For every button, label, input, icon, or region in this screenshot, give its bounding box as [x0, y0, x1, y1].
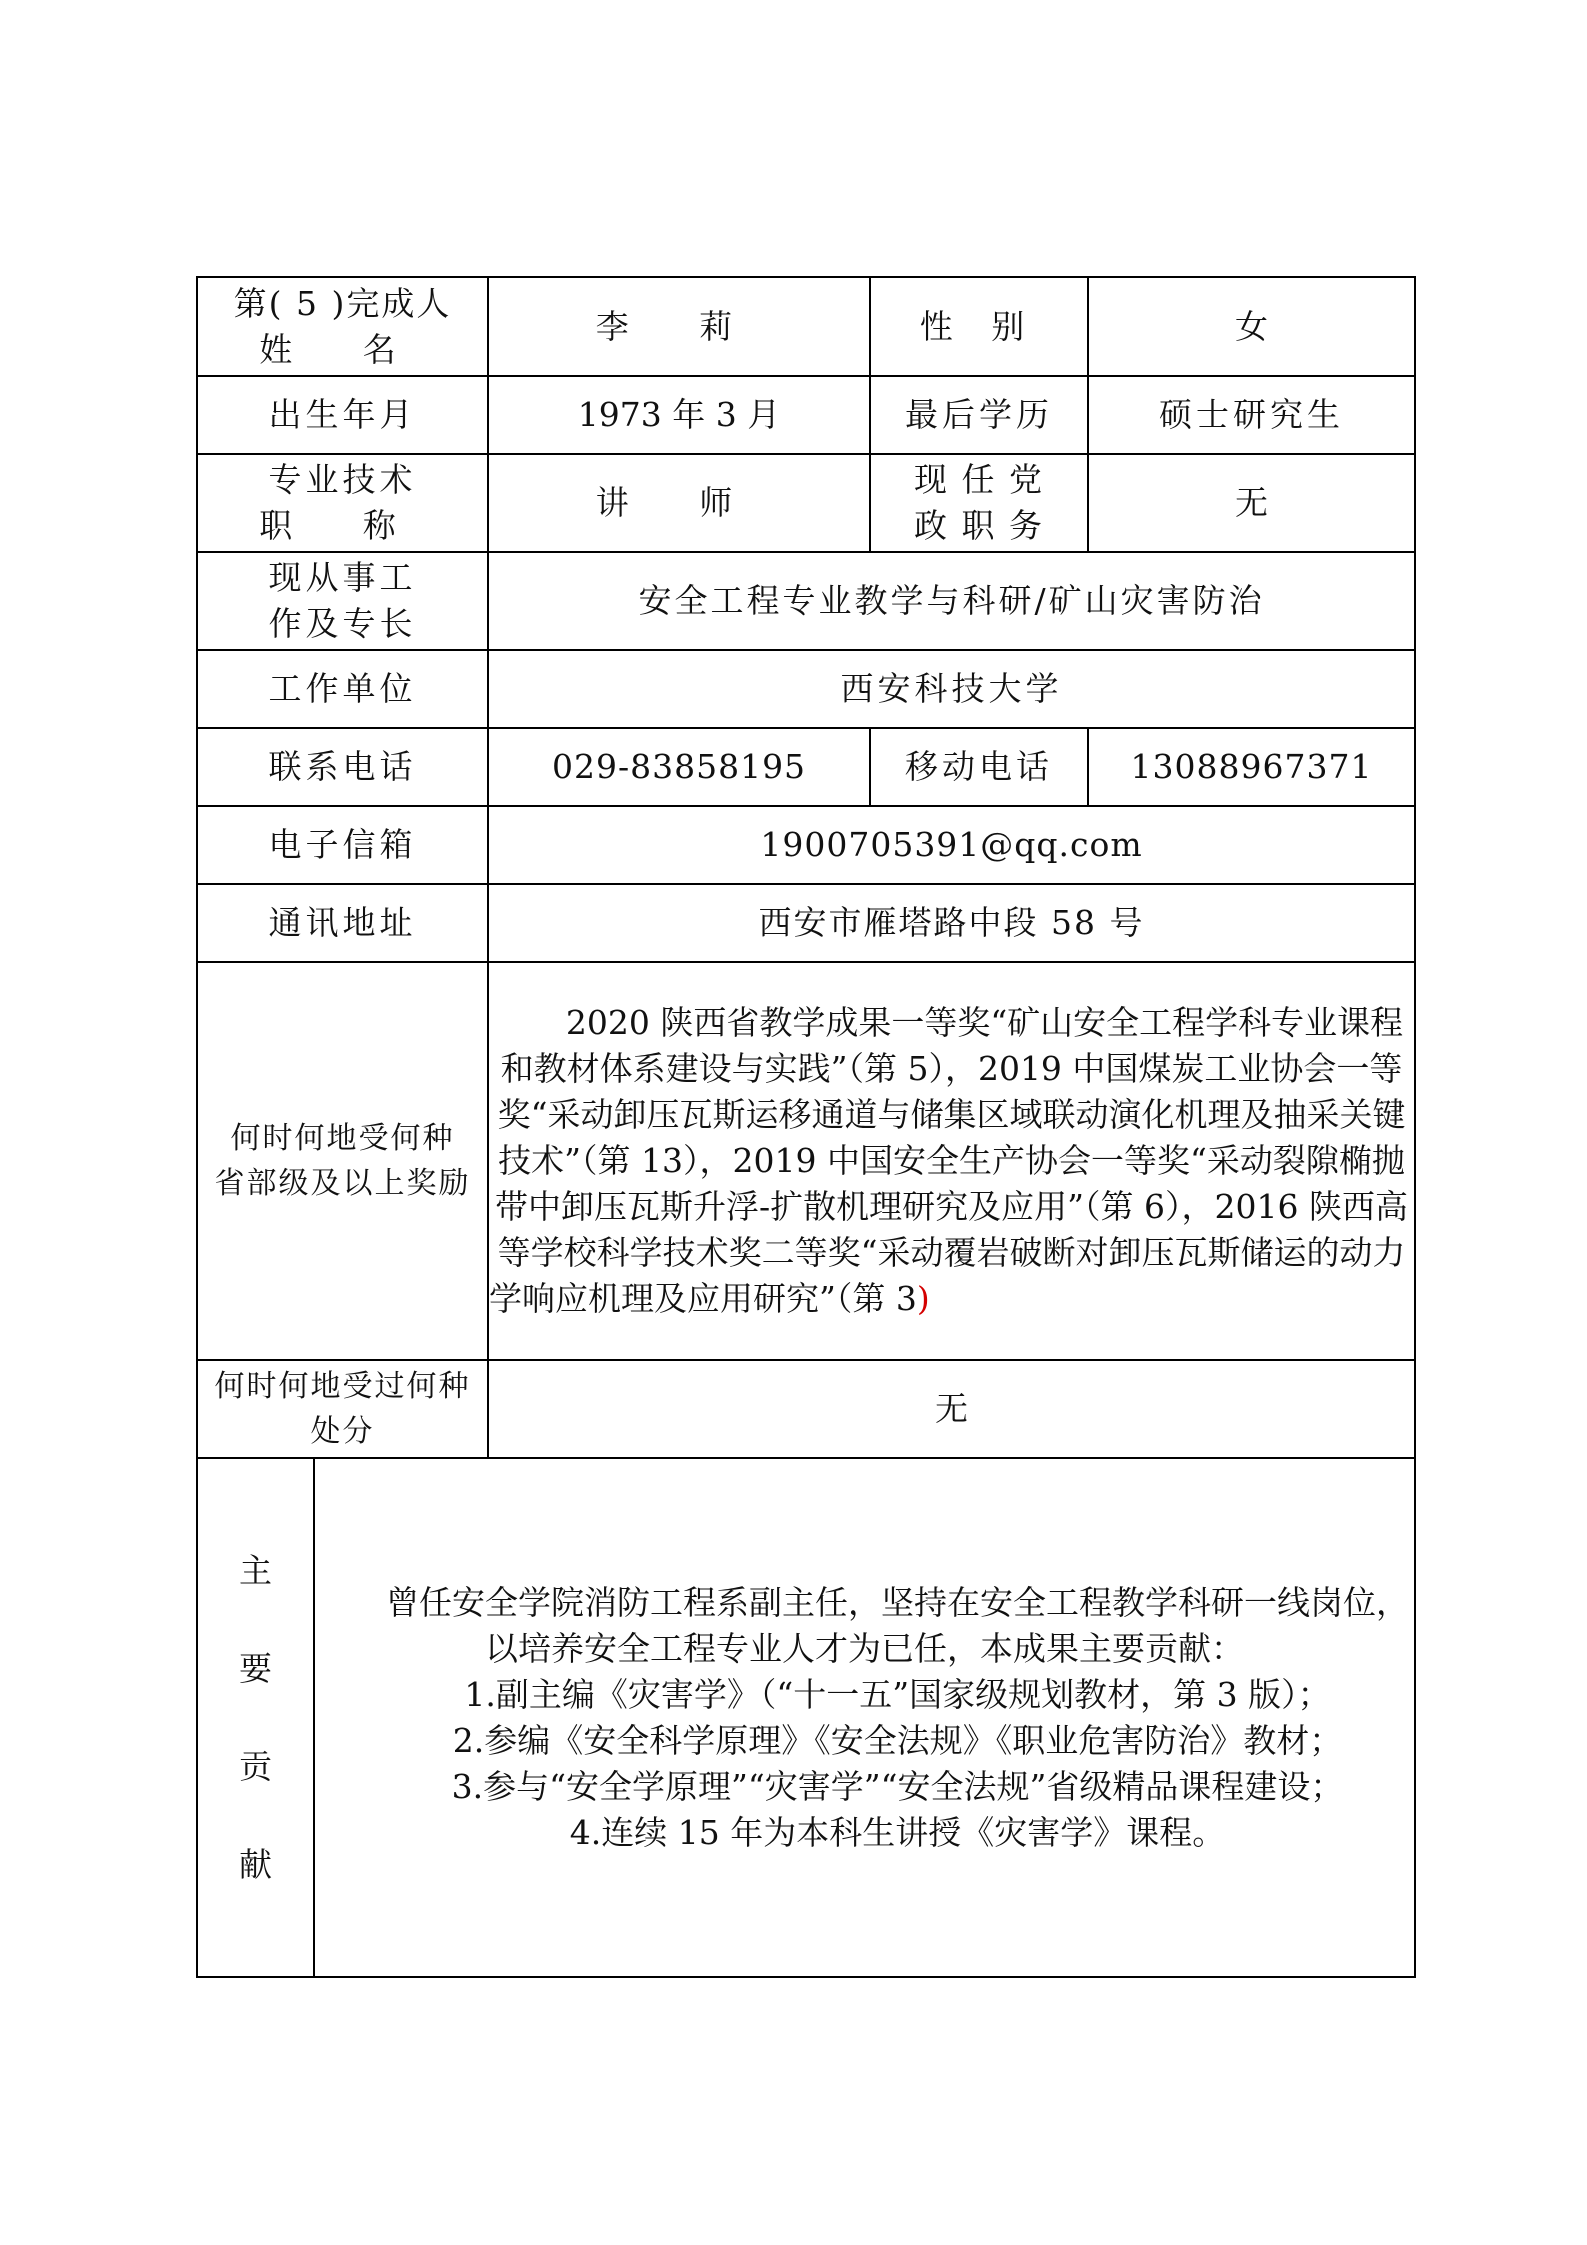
penalty-label-line2: 处分 [310, 1414, 375, 1449]
penalty-value: 无 [488, 1360, 1415, 1458]
work-label-line2: 作及专长 [268, 604, 417, 643]
mobile-value: 13088967371 [1088, 728, 1415, 806]
rank-label-line1: 第( 5 )完成人 [233, 283, 452, 323]
title-label-line2: 职 称 [259, 506, 426, 545]
contrib-paragraph: 曾任安全学院消防工程系副主任，坚持在安全工程教学科研一线岗位，以培养安全工程专业人才为已任，本成果主要贡献： [386, 1582, 1409, 1668]
row-address [197, 884, 1415, 962]
address-label: 通讯地址 [197, 884, 488, 962]
education-value: 硕士研究生 [1088, 376, 1415, 454]
email-label: 电子信箱 [197, 806, 488, 884]
employer-value: 西安科技大学 [488, 650, 1415, 728]
employer-label: 工作单位 [197, 650, 488, 728]
title-label-cell [197, 454, 488, 552]
awards-label-cell [197, 962, 488, 1360]
rank-label-line2: 姓 名 [259, 329, 426, 369]
rank-label-cell [197, 277, 488, 376]
name-value: 李 莉 [488, 277, 870, 376]
penalty-label-line1: 何时何地受过何种 [214, 1369, 471, 1404]
gender-value: 女 [1088, 277, 1415, 376]
title-value: 讲 师 [488, 454, 870, 552]
contrib-item: 4.连续 15 年为本科生讲授《灾害学》课程。 [569, 1812, 1226, 1852]
contrib-label-cell [197, 1458, 314, 1977]
party-label-line2: 政 职 务 [914, 506, 1044, 545]
party-value: 无 [1088, 454, 1415, 552]
awards-text: 2020 陕西省教学成果一等奖“矿山安全工程学科专业课程和教材体系建设与实践”（第 5），2019 中国煤炭工业协会一等奖“采动卸压瓦斯运移通道与储集区域联动演化机理及抽采关键技术”（第 13），2019 中国安全生产协会一等奖“采动裂隙椭抛带中卸压瓦斯升浮-扩散机理研究及应用”（第 6），2016 陕西高等学校科学技术奖二等奖“采动覆岩破断对卸压瓦斯储运的动力学响应机理及应用研究”（第 3 [489, 1003, 1408, 1318]
row-work [197, 552, 1415, 650]
contrib-label-char: 要 [239, 1648, 272, 1688]
contrib-item: 3.参与“安全学原理”“灾害学”“安全法规”省级精品课程建设； [451, 1766, 1344, 1806]
awards-label-line2: 省部级及以上奖励 [214, 1166, 471, 1201]
award-nominee-form [196, 276, 1416, 1978]
row-email [197, 806, 1415, 884]
contrib-label-char: 贡 [239, 1746, 272, 1786]
contrib-item: 1.副主编《灾害学》（“十一五”国家级规划教材，第 3 版）； [464, 1674, 1331, 1714]
birth-value: 1973 年 3 月 [488, 376, 870, 454]
row-title [197, 454, 1415, 552]
gender-label: 性 别 [870, 277, 1088, 376]
row-awards [197, 962, 1415, 1360]
contrib-label-char: 献 [239, 1844, 272, 1884]
phone-label: 联系电话 [197, 728, 488, 806]
work-label-cell [197, 552, 488, 650]
mobile-label: 移动电话 [870, 728, 1088, 806]
email-value: 1900705391@qq.com [488, 806, 1415, 884]
party-label-cell [870, 454, 1088, 552]
row-name [197, 277, 1415, 376]
contrib-item: 2.参编《安全科学原理》《安全法规》《职业危害防治》教材； [452, 1720, 1343, 1760]
penalty-label-cell [197, 1360, 488, 1458]
work-value: 安全工程专业教学与科研/矿山灾害防治 [488, 552, 1415, 650]
education-label: 最后学历 [870, 376, 1088, 454]
address-value: 西安市雁塔路中段 58 号 [488, 884, 1415, 962]
birth-label: 出生年月 [197, 376, 488, 454]
row-birth [197, 376, 1415, 454]
awards-text-cell [488, 962, 1415, 1360]
row-penalty [197, 1360, 1415, 1458]
awards-text-end: ) [916, 1279, 930, 1318]
phone-value: 029-83858195 [488, 728, 870, 806]
row-phone [197, 728, 1415, 806]
contrib-text-cell [314, 1458, 1415, 1977]
row-employer [197, 650, 1415, 728]
title-label-line1: 专业技术 [268, 460, 417, 499]
row-contributions [197, 1458, 1415, 1977]
work-label-line1: 现从事工 [268, 558, 417, 597]
party-label-line1: 现 任 党 [914, 460, 1044, 499]
awards-label-line1: 何时何地受何种 [230, 1121, 455, 1156]
contrib-label-char: 主 [239, 1550, 272, 1590]
